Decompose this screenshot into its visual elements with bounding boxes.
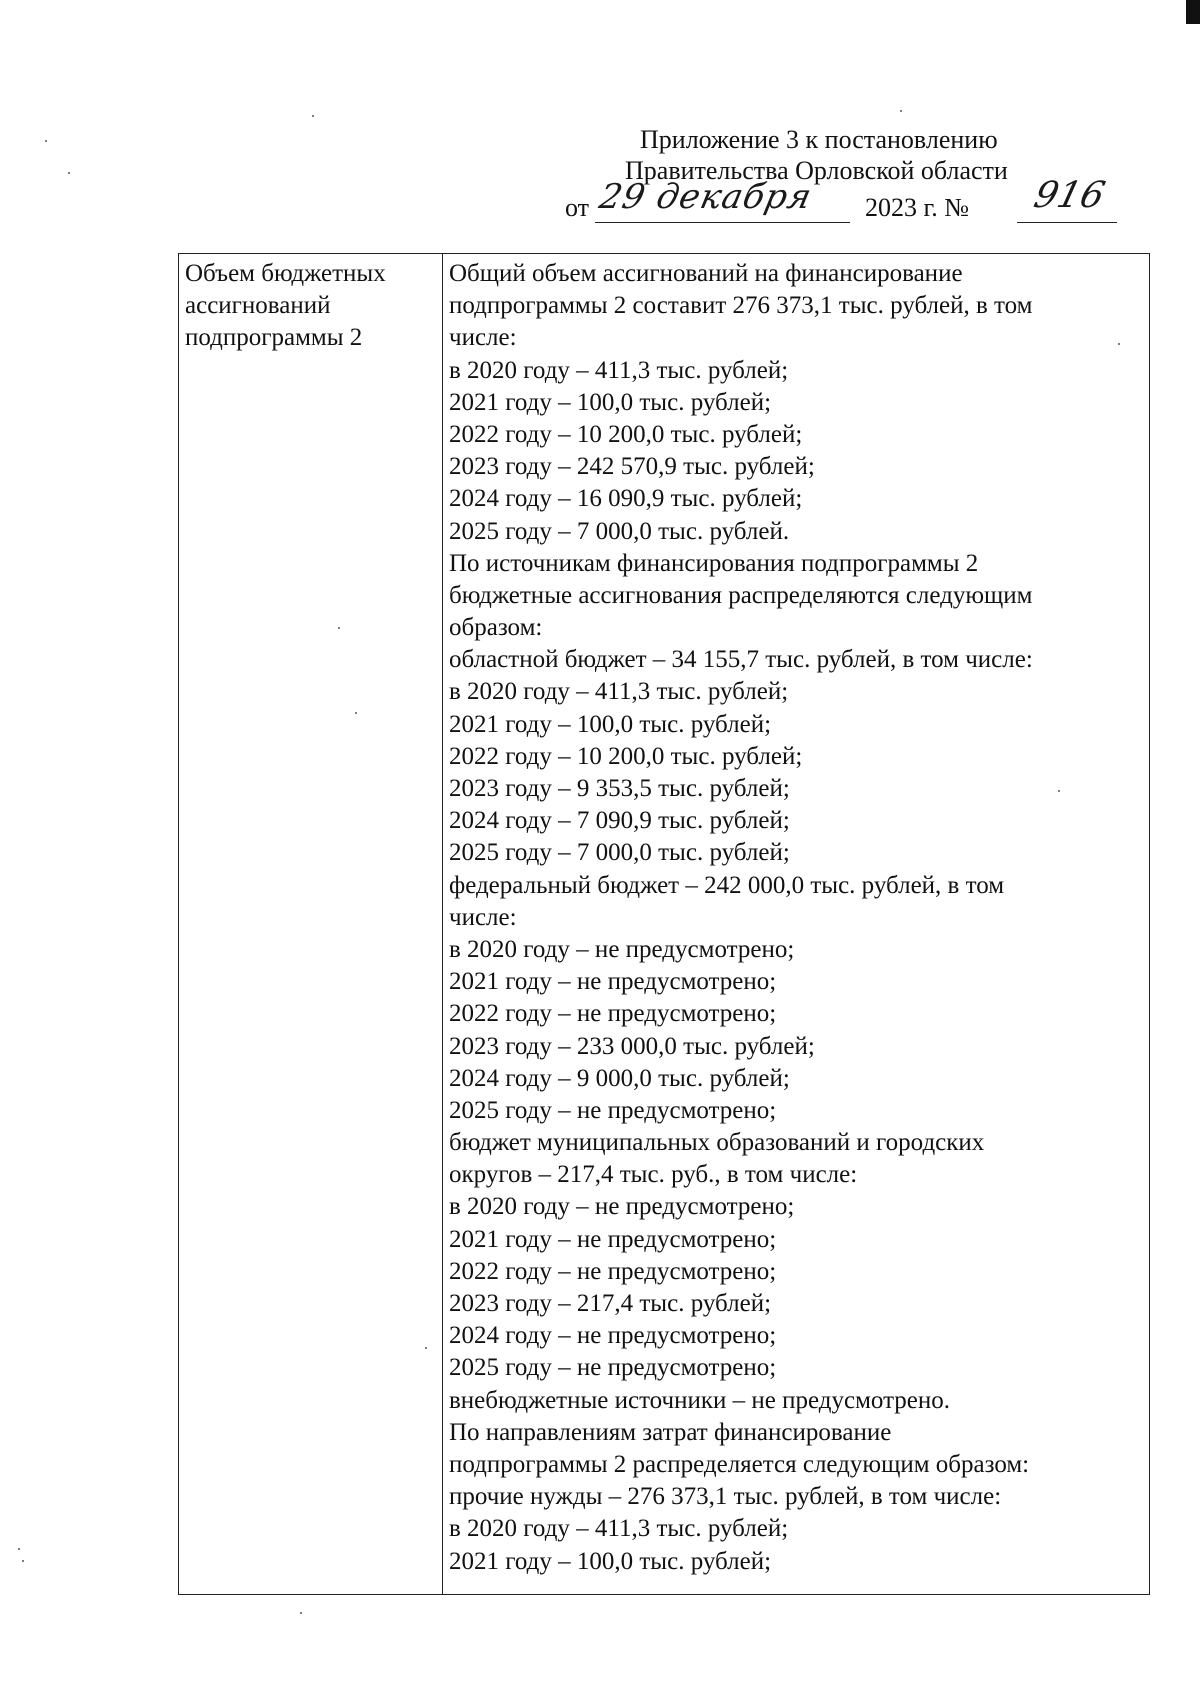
resolution-date-number	[565, 175, 1120, 228]
text-line: 2023 году – 9 353,5 тыс. рублей;	[449, 775, 790, 802]
text-line: 2023 году – 242 570,9 тыс. рублей;	[449, 453, 815, 481]
appendix-title: Приложение 3 к постановлению	[640, 125, 998, 154]
text-line: По источникам финансирования подпрограммы 2	[449, 549, 979, 577]
text-line: 2025 году – 7 000,0 тыс. рублей;	[449, 839, 790, 867]
date-field	[595, 177, 850, 223]
scan-speck	[22, 1560, 24, 1562]
text-line: прочие нужды – 276 373,1 тыс. рублей, в том числе:	[449, 1483, 1002, 1511]
scan-speck	[312, 115, 314, 117]
text-line: числе:	[449, 903, 517, 931]
text-line: Объем бюджетных	[185, 260, 386, 287]
budget-table	[178, 253, 1150, 1595]
text-line: бюджет муниципальных образований и городских	[449, 1129, 985, 1157]
text-line: подпрограммы 2 распределяется следующим образом:	[449, 1450, 1030, 1478]
text-line: в 2020 году – 411,3 тыс. рублей;	[449, 356, 789, 384]
text-line: в 2020 году – 411,3 тыс. рублей;	[449, 1515, 789, 1543]
scan-speck	[18, 1548, 20, 1550]
text-line: 2025 году – не предусмотрено;	[449, 1354, 777, 1382]
text-line: 2022 году – 10 200,0 тыс. рублей;	[449, 742, 803, 770]
text-line: бюджетные ассигнования распределяются следующим	[449, 581, 1033, 609]
text-line: 2025 году – 7 000,0 тыс. рублей.	[449, 517, 790, 545]
scan-speck	[45, 140, 47, 142]
row-label-cell	[185, 258, 437, 354]
text-line: 2023 году – 233 000,0 тыс. рублей;	[449, 1032, 815, 1060]
text-line: 2021 году – 100,0 тыс. рублей;	[449, 388, 772, 416]
handwritten-date: 29 декабря	[595, 177, 816, 217]
handwritten-number: 916	[1029, 175, 1109, 216]
date-prefix: от	[565, 193, 590, 222]
scan-speck	[300, 1612, 302, 1614]
text-line: подпрограммы 2 составит 276 373,1 тыс. рублей, в том	[449, 292, 1033, 320]
text-line: областной бюджет – 34 155,7 тыс. рублей, в том числе:	[449, 646, 1033, 674]
scan-speck	[68, 172, 70, 174]
text-line: внебюджетные источники – не предусмотрено.	[449, 1386, 951, 1414]
table-column-divider	[442, 254, 443, 1594]
text-line: образом:	[449, 614, 543, 642]
text-line: федеральный бюджет – 242 000,0 тыс. рублей, в том	[449, 871, 1005, 899]
text-line: 2021 году – 100,0 тыс. рублей;	[449, 710, 772, 738]
text-line: в 2020 году – 411,3 тыс. рублей;	[449, 678, 789, 706]
number-field	[1017, 175, 1117, 223]
text-line: 2021 году – не предусмотрено;	[449, 1225, 777, 1253]
text-line: 2025 году – не предусмотрено;	[449, 1096, 777, 1124]
text-line: подпрограммы 2	[185, 324, 363, 351]
text-line: 2024 году – 16 090,9 тыс. рублей;	[449, 485, 803, 513]
text-line: ассигнований	[185, 292, 331, 319]
text-line: в 2020 году – не предусмотрено;	[449, 935, 795, 963]
text-line: в 2020 году – не предусмотрено;	[449, 1193, 795, 1221]
text-line: 2022 году – не предусмотрено;	[449, 1000, 777, 1028]
year-label: 2023 г. №	[865, 193, 970, 222]
text-line: 2024 году – 7 090,9 тыс. рублей;	[449, 807, 790, 835]
scan-speck	[900, 110, 902, 112]
text-line: Общий объем ассигнований на финансирование	[449, 260, 963, 287]
text-line: 2022 году – не предусмотрено;	[449, 1257, 777, 1285]
text-line: 2021 году – не предусмотрено;	[449, 968, 777, 996]
text-line: 2023 году – 217,4 тыс. рублей;	[449, 1290, 772, 1317]
government-name: Правительства Орловской области	[625, 156, 1008, 185]
text-line: числе:	[449, 324, 517, 352]
text-line: 2024 году – 9 000,0 тыс. рублей;	[449, 1064, 790, 1092]
text-line: округов – 217,4 тыс. руб., в том числе:	[449, 1161, 858, 1189]
text-line: По направлениям затрат финансирование	[449, 1418, 892, 1446]
scan-corner-mark	[1186, 0, 1200, 24]
text-line: 2021 году – 100,0 тыс. рублей;	[449, 1547, 772, 1575]
text-line: 2022 году – 10 200,0 тыс. рублей;	[449, 420, 803, 448]
row-content-cell	[449, 258, 1144, 1578]
text-line: 2024 году – не предусмотрено;	[449, 1322, 777, 1350]
